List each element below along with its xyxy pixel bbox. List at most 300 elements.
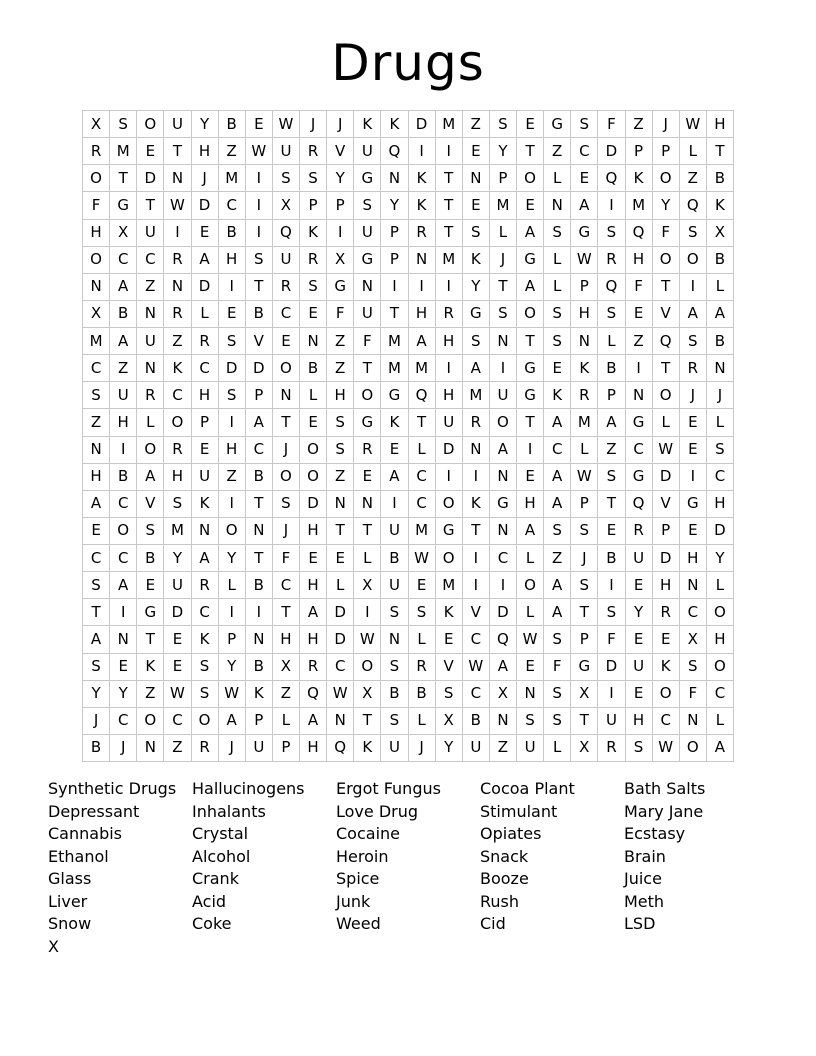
grid-cell: E	[598, 518, 625, 545]
grid-cell: L	[571, 437, 598, 464]
grid-cell: I	[354, 599, 381, 626]
grid-cell: Y	[83, 681, 110, 708]
grid-cell: O	[164, 409, 191, 436]
grid-cell: P	[571, 626, 598, 653]
grid-cell: Z	[463, 111, 490, 138]
grid-cell: G	[626, 464, 653, 491]
grid-cell: L	[707, 409, 734, 436]
word-list-item: Glass	[48, 869, 92, 888]
grid-cell: S	[490, 301, 517, 328]
grid-cell: L	[544, 274, 571, 301]
word-list-item: Cocoa Plant	[480, 779, 575, 798]
grid-cell: S	[544, 220, 571, 247]
grid-cell: I	[110, 437, 137, 464]
grid-cell: Z	[544, 545, 571, 572]
grid-cell: B	[137, 545, 164, 572]
grid-cell: L	[409, 626, 436, 653]
grid-cell: E	[463, 192, 490, 219]
grid-cell: Z	[137, 274, 164, 301]
grid-cell: K	[246, 681, 273, 708]
grid-cell: L	[707, 708, 734, 735]
grid-cell: I	[246, 192, 273, 219]
grid-cell: H	[626, 708, 653, 735]
grid-cell: K	[354, 111, 381, 138]
grid-cell: W	[164, 192, 191, 219]
grid-cell: B	[598, 355, 625, 382]
grid-cell: N	[164, 165, 191, 192]
grid-cell: O	[137, 708, 164, 735]
grid-cell: X	[490, 681, 517, 708]
grid-cell: O	[490, 409, 517, 436]
word-list-item: Rush	[480, 891, 520, 911]
grid-cell: P	[300, 192, 327, 219]
grid-cell: P	[273, 735, 300, 762]
grid-cell: Y	[436, 735, 463, 762]
grid-cell: U	[354, 220, 381, 247]
grid-cell: Y	[626, 599, 653, 626]
grid-cell: E	[164, 654, 191, 681]
grid-cell: P	[571, 274, 598, 301]
word-list-item: Bath Salts	[624, 779, 706, 798]
grid-cell: O	[83, 247, 110, 274]
grid-cell: I	[598, 681, 625, 708]
grid-cell: R	[192, 328, 219, 355]
grid-cell: L	[409, 437, 436, 464]
grid-cell: Z	[327, 464, 354, 491]
grid-cell: O	[137, 111, 164, 138]
grid-cell: S	[571, 572, 598, 599]
grid-cell: S	[83, 382, 110, 409]
grid-cell: H	[436, 382, 463, 409]
grid-cell: C	[219, 192, 246, 219]
grid-cell: I	[436, 274, 463, 301]
grid-cell: H	[192, 382, 219, 409]
grid-cell: I	[463, 545, 490, 572]
grid-cell: A	[110, 572, 137, 599]
grid-cell: N	[273, 382, 300, 409]
grid-cell: P	[246, 382, 273, 409]
grid-cell: A	[192, 247, 219, 274]
grid-cell: O	[110, 518, 137, 545]
grid-cell: E	[192, 220, 219, 247]
grid-cell: B	[219, 111, 246, 138]
grid-cell: W	[219, 681, 246, 708]
grid-cell: N	[490, 708, 517, 735]
grid-cell: G	[544, 111, 571, 138]
grid-cell: E	[626, 572, 653, 599]
grid-cell: I	[680, 274, 707, 301]
word-list-item: Crystal	[192, 824, 249, 843]
grid-cell: S	[110, 111, 137, 138]
grid-cell: S	[381, 654, 408, 681]
grid-cell: M	[110, 138, 137, 165]
grid-cell: A	[83, 491, 110, 518]
grid-cell: C	[164, 708, 191, 735]
grid-cell: T	[327, 518, 354, 545]
grid-cell: I	[517, 437, 544, 464]
grid-cell: E	[517, 192, 544, 219]
grid-cell: I	[381, 274, 408, 301]
grid-cell: S	[544, 518, 571, 545]
grid-cell: W	[463, 654, 490, 681]
grid-cell: E	[626, 681, 653, 708]
grid-cell: D	[707, 518, 734, 545]
grid-cell: A	[544, 409, 571, 436]
grid-cell: W	[246, 138, 273, 165]
word-list-item: Booze	[480, 869, 529, 888]
grid-cell: T	[571, 599, 598, 626]
grid-cell: O	[137, 437, 164, 464]
grid-cell: S	[463, 220, 490, 247]
grid-cell: S	[517, 708, 544, 735]
grid-cell: O	[300, 437, 327, 464]
grid-cell: A	[517, 274, 544, 301]
grid-cell: L	[300, 382, 327, 409]
grid-cell: N	[246, 518, 273, 545]
grid-cell: X	[707, 220, 734, 247]
grid-cell: F	[273, 545, 300, 572]
grid-cell: I	[436, 355, 463, 382]
grid-cell: R	[164, 247, 191, 274]
grid-cell: J	[327, 111, 354, 138]
grid-cell: B	[219, 220, 246, 247]
grid-cell: T	[381, 301, 408, 328]
grid-cell: A	[490, 654, 517, 681]
grid-cell: C	[83, 355, 110, 382]
grid-cell: N	[192, 518, 219, 545]
grid-cell: Y	[219, 545, 246, 572]
grid-cell: K	[192, 626, 219, 653]
grid-cell: F	[598, 111, 625, 138]
grid-cell: I	[680, 464, 707, 491]
grid-cell: D	[192, 274, 219, 301]
grid-cell: R	[680, 355, 707, 382]
grid-cell: Q	[409, 382, 436, 409]
grid-cell: E	[246, 111, 273, 138]
grid-cell: G	[137, 599, 164, 626]
grid-cell: C	[571, 138, 598, 165]
grid-cell: C	[707, 464, 734, 491]
grid-cell: M	[164, 518, 191, 545]
word-list-item: Crank	[192, 869, 239, 888]
grid-cell: V	[653, 301, 680, 328]
word-list-item: Mary Jane	[624, 801, 704, 821]
grid-cell: S	[409, 599, 436, 626]
grid-cell: E	[626, 301, 653, 328]
grid-cell: E	[83, 518, 110, 545]
grid-cell: A	[517, 220, 544, 247]
grid-cell: G	[436, 518, 463, 545]
grid-cell: F	[83, 192, 110, 219]
grid-cell: Q	[598, 274, 625, 301]
grid-cell: Z	[680, 165, 707, 192]
grid-cell: T	[246, 491, 273, 518]
word-list-item: Heroin	[336, 846, 389, 866]
grid-cell: D	[436, 437, 463, 464]
grid-cell: G	[354, 247, 381, 274]
grid-cell: O	[653, 382, 680, 409]
word-list-item: Hallucinogens	[192, 779, 305, 798]
grid-cell: K	[354, 735, 381, 762]
grid-cell: D	[192, 192, 219, 219]
grid-cell: K	[626, 165, 653, 192]
grid-cell: S	[327, 437, 354, 464]
grid-cell: Y	[707, 545, 734, 572]
grid-cell: B	[246, 301, 273, 328]
grid-cell: U	[273, 247, 300, 274]
grid-cell: Y	[110, 681, 137, 708]
grid-cell: B	[707, 165, 734, 192]
grid-cell: O	[653, 247, 680, 274]
grid-cell: P	[653, 138, 680, 165]
grid-cell: C	[137, 247, 164, 274]
grid-cell: Q	[626, 491, 653, 518]
grid-cell: U	[436, 409, 463, 436]
grid-cell: U	[137, 220, 164, 247]
grid-cell: O	[192, 708, 219, 735]
grid-cell: E	[192, 437, 219, 464]
grid-cell: N	[83, 437, 110, 464]
grid-cell: Z	[626, 328, 653, 355]
grid-cell: G	[490, 491, 517, 518]
grid-cell: S	[273, 491, 300, 518]
grid-cell: O	[680, 735, 707, 762]
grid-cell: A	[517, 518, 544, 545]
grid-cell: O	[354, 654, 381, 681]
grid-cell: J	[571, 545, 598, 572]
grid-cell: S	[137, 518, 164, 545]
grid-cell: E	[164, 626, 191, 653]
grid-cell: L	[192, 301, 219, 328]
grid-cell: N	[626, 382, 653, 409]
word-list-item: Love Drug	[336, 801, 419, 821]
grid-cell: S	[544, 301, 571, 328]
grid-cell: D	[137, 165, 164, 192]
grid-cell: I	[598, 192, 625, 219]
grid-cell: J	[653, 111, 680, 138]
grid-cell: U	[626, 654, 653, 681]
word-list-item: Cannabis	[48, 824, 122, 843]
grid-cell: E	[409, 572, 436, 599]
grid-cell: V	[246, 328, 273, 355]
grid-cell: S	[598, 599, 625, 626]
grid-cell: O	[273, 464, 300, 491]
grid-cell: E	[463, 138, 490, 165]
grid-cell: N	[490, 518, 517, 545]
grid-cell: A	[409, 328, 436, 355]
grid-cell: D	[490, 599, 517, 626]
word-list-item: Stimulant	[480, 801, 558, 821]
grid-cell: C	[463, 626, 490, 653]
grid-cell: P	[571, 491, 598, 518]
grid-cell: J	[680, 382, 707, 409]
grid-cell: A	[544, 491, 571, 518]
grid-cell: X	[680, 626, 707, 653]
grid-cell: D	[246, 355, 273, 382]
grid-cell: R	[409, 220, 436, 247]
word-list-item: Ecstasy	[624, 824, 686, 843]
grid-cell: Y	[327, 165, 354, 192]
grid-cell: R	[626, 518, 653, 545]
grid-cell: Y	[219, 654, 246, 681]
grid-cell: L	[707, 274, 734, 301]
grid-cell: E	[680, 518, 707, 545]
grid-cell: I	[246, 165, 273, 192]
grid-cell: E	[680, 409, 707, 436]
grid-cell: U	[463, 735, 490, 762]
word-list-item: Ergot Fungus	[336, 779, 441, 798]
grid-cell: T	[463, 518, 490, 545]
grid-cell: R	[300, 138, 327, 165]
grid-cell: M	[436, 111, 463, 138]
grid-cell: K	[192, 491, 219, 518]
grid-cell: H	[300, 572, 327, 599]
grid-cell: L	[354, 545, 381, 572]
grid-cell: Q	[273, 220, 300, 247]
grid-cell: X	[273, 192, 300, 219]
grid-cell: N	[680, 572, 707, 599]
grid-cell: G	[327, 274, 354, 301]
grid-cell: Z	[273, 681, 300, 708]
grid-cell: E	[300, 545, 327, 572]
grid-cell: J	[707, 382, 734, 409]
grid-cell: M	[381, 355, 408, 382]
grid-cell: G	[571, 220, 598, 247]
word-list-item: Snow	[48, 914, 92, 933]
grid-cell: H	[653, 572, 680, 599]
grid-cell: G	[517, 355, 544, 382]
grid-cell: Q	[653, 328, 680, 355]
grid-cell: K	[409, 192, 436, 219]
grid-cell: T	[246, 274, 273, 301]
grid-cell: H	[517, 491, 544, 518]
grid-cell: T	[517, 328, 544, 355]
grid-cell: H	[300, 735, 327, 762]
grid-cell: T	[354, 355, 381, 382]
grid-cell: U	[490, 382, 517, 409]
grid-cell: R	[164, 437, 191, 464]
grid-cell: C	[192, 355, 219, 382]
grid-cell: C	[110, 708, 137, 735]
grid-cell: T	[354, 518, 381, 545]
grid-cell: A	[110, 328, 137, 355]
grid-cell: V	[137, 491, 164, 518]
grid-cell: T	[517, 138, 544, 165]
grid-cell: P	[490, 165, 517, 192]
grid-cell: Q	[327, 735, 354, 762]
grid-cell: A	[83, 626, 110, 653]
grid-cell: S	[381, 708, 408, 735]
grid-cell: S	[626, 735, 653, 762]
grid-cell: D	[409, 111, 436, 138]
grid-cell: K	[571, 355, 598, 382]
grid-cell: C	[273, 301, 300, 328]
grid-cell: C	[409, 464, 436, 491]
grid-cell: T	[571, 708, 598, 735]
grid-cell: H	[273, 626, 300, 653]
grid-cell: N	[463, 437, 490, 464]
grid-cell: M	[436, 247, 463, 274]
grid-cell: I	[626, 355, 653, 382]
grid-cell: I	[463, 464, 490, 491]
word-list-item: Synthetic Drugs	[48, 779, 177, 798]
grid-cell: R	[598, 735, 625, 762]
grid-cell: K	[653, 654, 680, 681]
grid-cell: T	[436, 192, 463, 219]
grid-cell: Q	[598, 165, 625, 192]
grid-cell: K	[544, 382, 571, 409]
grid-cell: O	[517, 572, 544, 599]
grid-cell: S	[300, 165, 327, 192]
grid-cell: X	[571, 735, 598, 762]
grid-cell: C	[110, 491, 137, 518]
grid-cell: E	[517, 111, 544, 138]
grid-cell: C	[544, 437, 571, 464]
word-list-item: Ethanol	[48, 846, 109, 866]
grid-cell: G	[571, 654, 598, 681]
grid-cell: F	[327, 301, 354, 328]
grid-cell: Z	[327, 355, 354, 382]
grid-cell: N	[83, 274, 110, 301]
grid-cell: R	[436, 301, 463, 328]
grid-cell: J	[110, 735, 137, 762]
grid-cell: U	[354, 301, 381, 328]
grid-cell: I	[490, 355, 517, 382]
grid-cell: I	[381, 491, 408, 518]
grid-cell: U	[164, 111, 191, 138]
grid-cell: R	[192, 735, 219, 762]
grid-cell: H	[300, 626, 327, 653]
grid-cell: E	[517, 464, 544, 491]
grid-cell: K	[463, 491, 490, 518]
grid-cell: R	[300, 654, 327, 681]
grid-cell: U	[517, 735, 544, 762]
grid-cell: S	[246, 247, 273, 274]
grid-cell: U	[598, 708, 625, 735]
grid-cell: F	[598, 626, 625, 653]
grid-cell: R	[164, 301, 191, 328]
grid-cell: H	[219, 247, 246, 274]
grid-cell: H	[626, 247, 653, 274]
grid-cell: B	[598, 545, 625, 572]
grid-cell: M	[571, 409, 598, 436]
grid-cell: S	[381, 599, 408, 626]
grid-cell: N	[327, 491, 354, 518]
grid-cell: L	[517, 599, 544, 626]
grid-cell: B	[110, 464, 137, 491]
grid-cell: H	[436, 328, 463, 355]
grid-cell: S	[544, 626, 571, 653]
grid-cell: V	[653, 491, 680, 518]
grid-cell: L	[544, 735, 571, 762]
grid-cell: S	[490, 111, 517, 138]
grid-cell: A	[137, 464, 164, 491]
grid-cell: A	[598, 409, 625, 436]
grid-cell: R	[598, 247, 625, 274]
word-list-item: LSD	[624, 914, 656, 933]
grid-cell: B	[707, 328, 734, 355]
grid-cell: B	[110, 301, 137, 328]
grid-cell: O	[436, 491, 463, 518]
grid-cell: C	[273, 572, 300, 599]
grid-cell: P	[653, 518, 680, 545]
grid-cell: K	[381, 409, 408, 436]
grid-cell: X	[436, 708, 463, 735]
grid-cell: B	[381, 545, 408, 572]
grid-cell: M	[409, 355, 436, 382]
word-list-item: Meth	[624, 891, 665, 911]
grid-cell: X	[327, 247, 354, 274]
